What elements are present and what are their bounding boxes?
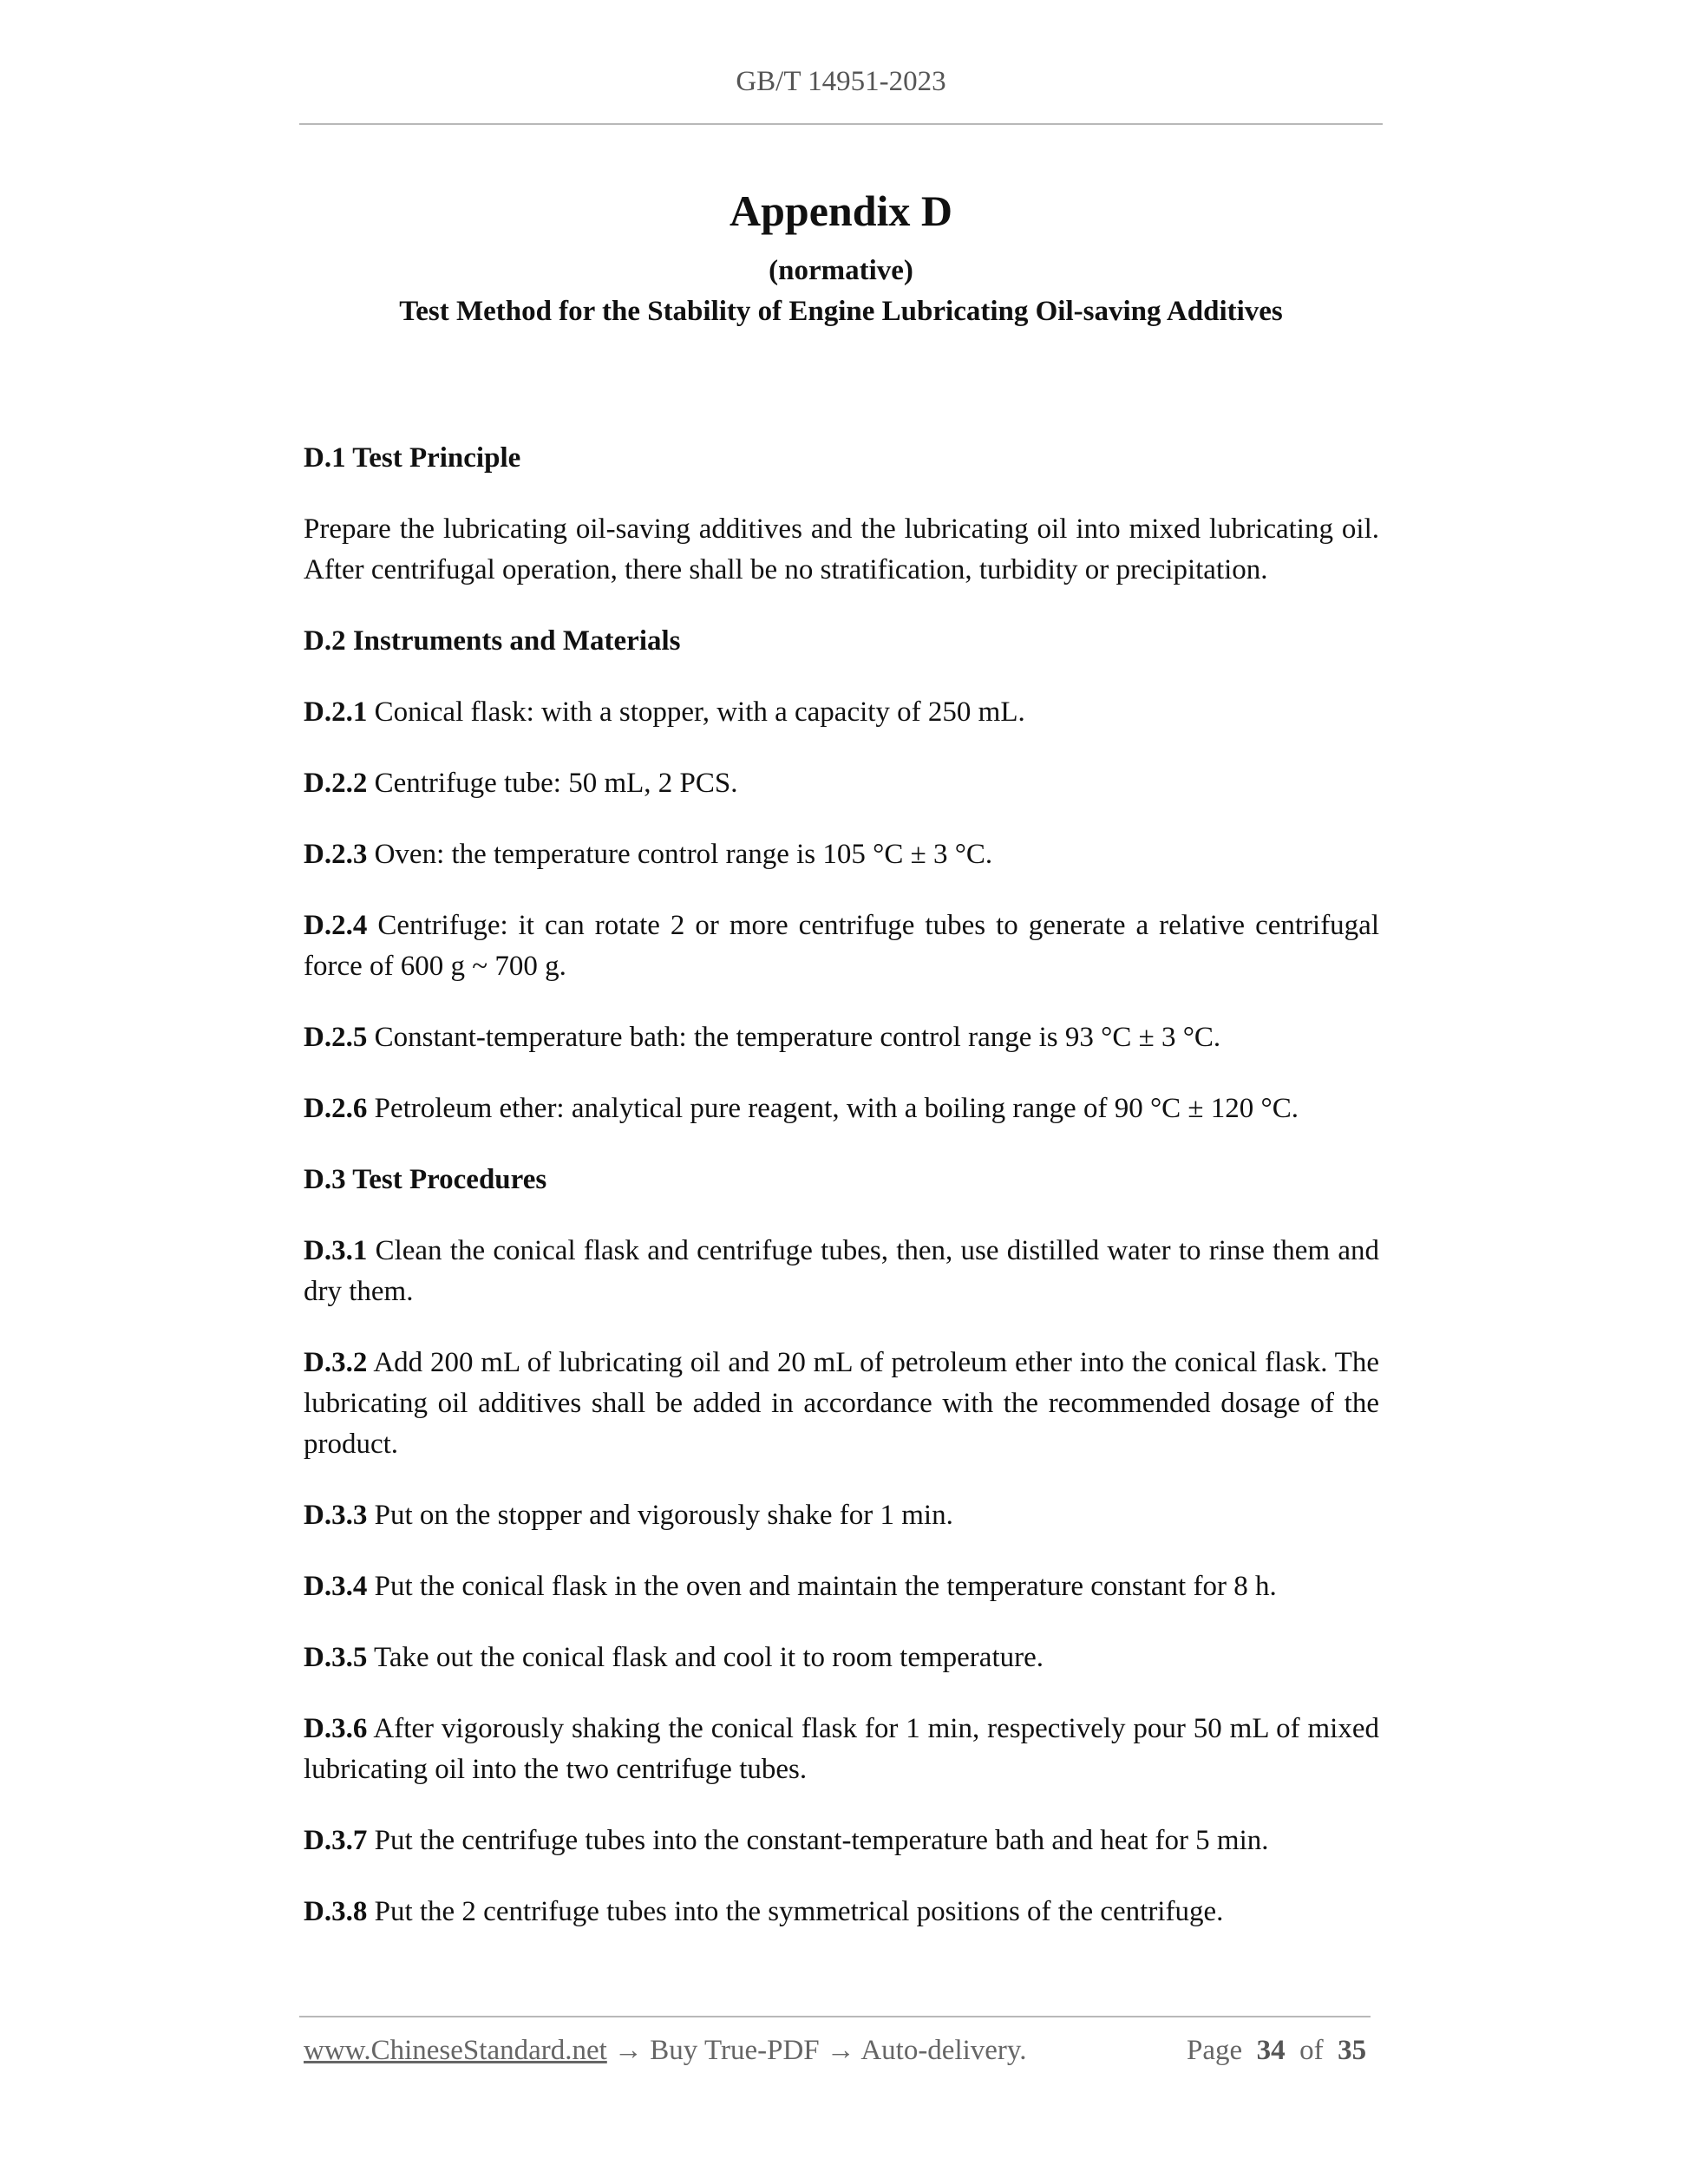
header-divider [299, 123, 1383, 125]
clause-text: Centrifuge: it can rotate 2 or more centrifuge tubes to generate a relative centrifugal force of 600 g ~ 700 g. [304, 910, 1379, 982]
clause-d3-5 [304, 1638, 1379, 1678]
arrow-icon: → [606, 2035, 651, 2066]
clause-d2-6 [304, 1089, 1379, 1129]
clause-number: D.2.6 [304, 1093, 368, 1124]
section-d1-text: Prepare the lubricating oil-saving additives and the lubricating oil into mixed lubricating oil. After centrifugal operation, there shall be no stratification, turbidity or precipitation. [304, 513, 1379, 585]
buy-pdf-text: Buy True-PDF [650, 2035, 820, 2066]
clause-d3-4 [304, 1566, 1379, 1607]
clause-number: D.3.4 [304, 1571, 368, 1602]
clause-number: D.3.7 [304, 1825, 368, 1856]
clause-text: Add 200 mL of lubricating oil and 20 mL of petroleum ether into the conical flask. The lubricating oil additives shall be added in accordance with the recommended dosage of the product. [304, 1347, 1379, 1460]
document-code-header: GB/T 14951-2023 [736, 66, 946, 97]
website-link[interactable]: www.ChineseStandard.net [304, 2035, 607, 2066]
clause-number: D.3.3 [304, 1500, 368, 1531]
clause-d3-7 [304, 1821, 1379, 1861]
clause-d3-1 [304, 1231, 1379, 1312]
clause-number: D.3.1 [304, 1235, 368, 1266]
clause-text: Clean the conical flask and centrifuge tubes, then, use distilled water to rinse them and dry them. [304, 1235, 1379, 1307]
page-number [1187, 2035, 1366, 2067]
arrow-icon: → [819, 2035, 861, 2066]
section-d2-heading: D.2 Instruments and Materials [304, 625, 681, 657]
clause-number: D.3.5 [304, 1642, 368, 1673]
footer-divider [299, 2016, 1371, 2017]
clause-number: D.2.1 [304, 696, 368, 728]
clause-text: Take out the conical flask and cool it to room temperature. [367, 1642, 1044, 1673]
clause-number: D.2.3 [304, 839, 368, 870]
clause-d3-8 [304, 1892, 1379, 1932]
current-page: 34 [1256, 2035, 1286, 2066]
total-pages: 35 [1338, 2035, 1367, 2066]
clause-d2-3 [304, 834, 1379, 875]
section-d1-heading: D.1 Test Principle [304, 442, 521, 474]
clause-number: D.2.2 [304, 768, 368, 799]
clause-d3-2 [304, 1343, 1379, 1465]
clause-text: Constant-temperature bath: the temperature control range is 93 °C ± 3 °C. [367, 1022, 1221, 1053]
section-d3-heading: D.3 Test Procedures [304, 1164, 547, 1195]
clause-text: Oven: the temperature control range is 105 °C ± 3 °C. [367, 839, 993, 870]
document-body [304, 438, 1379, 1963]
clause-d3-3 [304, 1495, 1379, 1536]
clause-number: D.2.5 [304, 1022, 368, 1053]
page-label: Page [1187, 2035, 1243, 2066]
clause-text: Put the 2 centrifuge tubes into the symmetrical positions of the centrifuge. [367, 1896, 1224, 1927]
clause-text: Put the conical flask in the oven and maintain the temperature constant for 8 h. [367, 1571, 1277, 1602]
appendix-title: Appendix D [729, 186, 953, 235]
clause-number: D.3.8 [304, 1896, 368, 1927]
appendix-type: (normative) [769, 255, 913, 286]
clause-d2-2 [304, 763, 1379, 804]
clause-text: After vigorously shaking the conical flask for 1 min, respectively pour 50 mL of mixed lubricating oil into the two centrifuge tubes. [304, 1713, 1379, 1785]
clause-text: Conical flask: with a stopper, with a capacity of 250 mL. [367, 696, 1025, 728]
auto-delivery-text: Auto-delivery. [860, 2035, 1027, 2066]
clause-number: D.3.6 [304, 1713, 368, 1744]
clause-text: Put on the stopper and vigorously shake for 1 min. [367, 1500, 953, 1531]
clause-number: D.2.4 [304, 910, 368, 941]
footer-promo [304, 2035, 1027, 2067]
clause-text: Centrifuge tube: 50 mL, 2 PCS. [367, 768, 738, 799]
clause-text: Petroleum ether: analytical pure reagent, with a boiling range of 90 °C ± 120 °C. [367, 1093, 1299, 1124]
of-label: of [1299, 2035, 1324, 2066]
clause-d2-1 [304, 692, 1379, 733]
clause-d2-5 [304, 1017, 1379, 1058]
clause-text: Put the centrifuge tubes into the constant-temperature bath and heat for 5 min. [367, 1825, 1269, 1856]
clause-number: D.3.2 [304, 1347, 368, 1378]
clause-d3-6 [304, 1709, 1379, 1790]
appendix-subject: Test Method for the Stability of Engine Lubricating Oil-saving Additives [399, 296, 1283, 327]
clause-d2-4 [304, 906, 1379, 987]
